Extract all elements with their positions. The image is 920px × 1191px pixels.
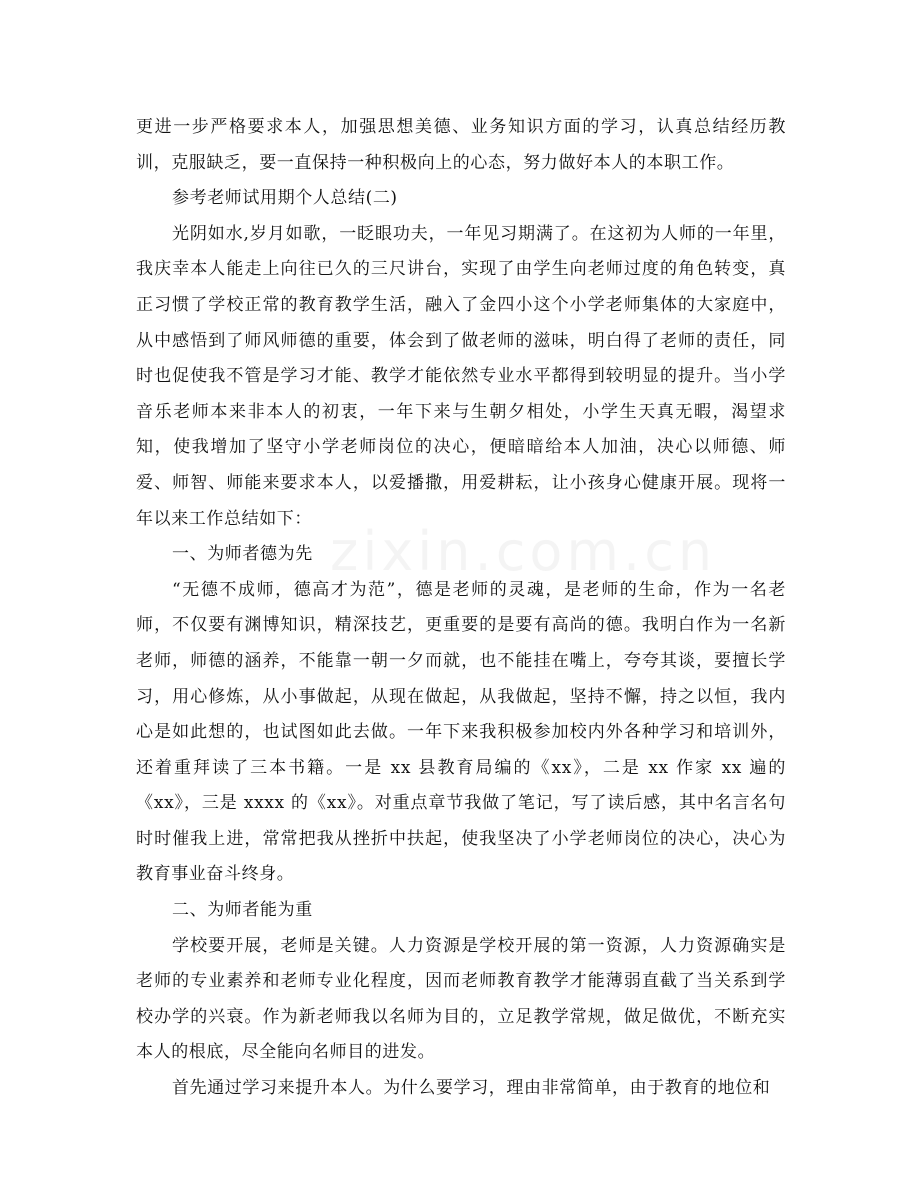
document-body xyxy=(136,110,786,1107)
section-heading-1: 一、为师者德为先 xyxy=(172,544,313,565)
section-heading-2: 二、为师者能为重 xyxy=(172,900,313,921)
paragraph-continuation: 更进一步严格要求本人，加强思想美德、业务知识方面的学习，认真总结经历教训，克服缺乏，要一直保持一种积极向上的心态，努力做好本人的本职工作。 xyxy=(136,117,786,173)
paragraph-ability: 学校要开展，老师是关键。人力资源是学校开展的第一资源，人力资源确实是老师的专业素养和老师专业化程度，因而老师教育教学才能薄弱直截了当关系到学校办学的兴衰。作为新老师我以名师为目的，立足教学常规，做足做优，不断充实本人的根底，尽全能向名师目的进发。 xyxy=(136,935,786,1063)
section-title: 参考老师试用期个人总结(二) xyxy=(172,188,398,209)
paragraph-learning: 首先通过学习来提升本人。为什么要学习，理由非常简单，由于教育的地位和 xyxy=(172,1078,771,1099)
paragraph-intro: 光阴如水,岁月如歌，一眨眼功夫，一年见习期满了。在这初为人师的一年里，我庆幸本人能走上向往已久的三尺讲台，实现了由学生向老师过度的角色转变，真正习惯了学校正常的教育教学生活，融入了金四小这个小学老师集体的大家庭中，从中感悟到了师风师德的重要，体会到了做老师的滋味，明白得了老师的责任，同时也促使我不管是学习才能、教学才能依然专业水平都得到较明显的提升。当小学音乐老师本来非本人的初衷，一年下来与生朝夕相处，小学生天真无暇，渴望求知，使我增加了坚守小学老师岗位的决心，便暗暗给本人加油，决心以师德、师爱、师智、师能来要求本人，以爱播撒，用爱耕耘，让小孩身心健康开展。现将一年以来工作总结如下： xyxy=(136,223,786,529)
paragraph-ethics: “无德不成师，德高才为范”，德是老师的灵魂，是老师的生命，作为一名老师，不仅要有渊博知识，精深技艺，更重要的是要有高尚的德。我明白作为一名新老师，师德的涵养，不能靠一朝一夕而就，也不能挂在嘴上，夸夸其谈，要擅长学习，用心修炼，从小事做起，从现在做起，从我做起，坚持不懈，持之以恒，我内心是如此想的，也试图如此去做。一年下来我积极参加校内外各种学习和培训外，还着重拜读了三本书籍。一是 xx 县教育局编的《xx》，二是 xx 作家 xx 遍的《xx》，三是 xxxx 的《xx》。对重点章节我做了笔记，写了读后感，其中名言名句时时催我上进，常常把我从挫折中扶起，使我坚决了小学老师岗位的决心，决心为教育事业奋斗终身。 xyxy=(136,579,786,885)
